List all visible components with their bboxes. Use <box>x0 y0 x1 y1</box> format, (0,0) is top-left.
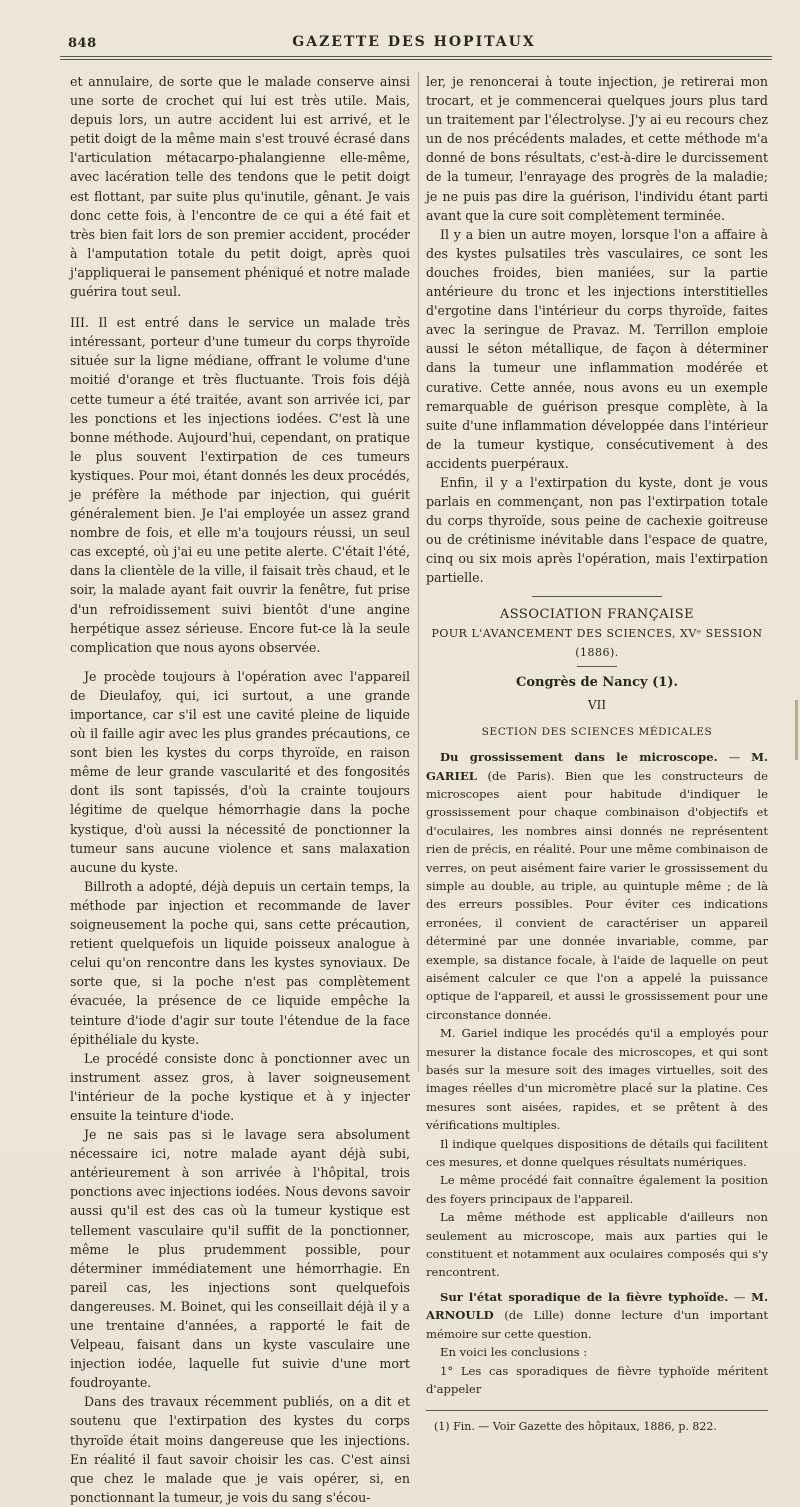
paragraph: Billroth a adopté, déjà depuis un certain temps, la méthode par injection et recommande de laver soigneusement la poche qui, sans cette précaution, retient quelquefois un liquide poisseux analogue à celui qu'on rencontre dans les kystes synoviaux. De sorte que, si la poche n'est pas complètement évacuée, la présence de ce liquide empêche la teinture d'iode d'agir sur toute l'étendue de la face épithéliale du kyste. <box>70 878 410 1047</box>
paragraph: Je ne sais pas si le lavage sera absolument nécessaire ici, notre malade ayant déjà subi, antérieurement à son arrivée à l'hôpital, trois ponctions avec injections iodées. Nous devons savoir aussi qu'il est des cas où la tumeur kystique est tellement vasculaire qu'il suffit de la ponctionner, même le plus prudemment possible, pour déterminer immédiatement une hémorrhagie. En pareil cas, les injections sont quelquefois dangereuses. M. Boinet, qui les conseillait déjà il y a une trentaine d'années, a rapporté le fait de Velpeau, faisant dans un kyste vasculaire une injection iodée, laquelle fut suivie d'une mort foudroyante. <box>70 1127 410 1391</box>
article-title: Sur l'état sporadique de la fièvre typhoïde. <box>440 1289 729 1304</box>
paragraph: Il indique quelques dispositions de détails qui facilitent ces mesures, et donne quelques résultats numériques. <box>426 1136 768 1170</box>
paragraph: Je procède toujours à l'opération avec l'appareil de Dieulafoy, qui, ici surtout, a une grande importance, car s'il est une cavité pleine de liquide où il faille agir avec les plus grandes précautions, ce sont bien les kystes du corps thyroïde, en raison même de leur grande vascularité et des fongosités dont ils sont tapissés, d'où la crainte toujours légitime de quelque hémorrhagie dans la poche kystique, d'où aussi la nécessité de ponctionner la tumeur sans aucune violence et sans malaxation aucune du kyste. <box>70 668 410 875</box>
paragraph: Dans des travaux récemment publiés, on a dit et soutenu que l'extirpation des kystes du corps thyroïde était moins dangereuse que les injections. En réalité il faut savoir choisir les cas. C'est ainsi que chez le malade que je vais opérer, si, en ponctionnant la tumeur, je vois du sang s'écou- <box>70 1394 410 1505</box>
left-column <box>70 72 410 1507</box>
separator <box>577 666 617 667</box>
paragraph: M. Gariel indique les procédés qu'il a employés pour mesurer la distance focale des microscopes, et qui sont basés sur la mesure soit des images virtuelles, soit des images réelles d'un micromètre placé sur la platine. Ces mesures sont aisées, rapides, et se prêtent à des vérifications multiples. <box>426 1026 768 1133</box>
paragraph: Il y a bien un autre moyen, lorsque l'on a affaire à des kystes pulsatiles très vasculaires, ce sont les douches froides, bien maniées, sur la partie antérieure du tronc et les injections interstitielles d'ergotine dans l'intérieur du corps thyroïde, faites avec la seringue de Pravaz. M. Terrillon emploie aussi le séton métallique, de façon à déterminer dans la tumeur une inflammation modérée et curative. Cette année, nous avons eu un exemple remarquable de guérison presque complète, à la suite d'une inflammation développée dans l'intérieur de la tumeur kystique, consécutivement à des accidents puerpéraux. <box>426 226 768 471</box>
journal-title: GAZETTE DES HOPITAUX <box>292 34 536 50</box>
paragraph: 1° Les cas sporadiques de fièvre typhoïde méritent d'appeler <box>426 1363 768 1396</box>
header-rule-secondary <box>60 59 772 60</box>
congress-title: Congrès de Nancy (1). <box>515 674 679 690</box>
paragraph: ler, je renoncerai à toute injection, je retirerai mon trocart, et je commencerai quelques jours plus tard un traitement par l'électrolyse. J'y ai eu recours chez un de nos précédents malades, et cette méthode m'a donné de bons résultats, c'est-à-dire le durcissement de la tumeur, l'enrayage des progrès de la maladie; je ne puis pas dire la guérison, l'individu étant parti avant que la cure soit complètement terminée. <box>426 74 768 223</box>
paragraph: En voici les conclusions : <box>440 1345 588 1360</box>
right-column <box>426 72 768 1436</box>
page-number: 848 <box>68 36 97 51</box>
column-divider <box>418 72 419 1072</box>
paragraph: Enfin, il y a l'extirpation du kyste, dont je vous parlais en commençant, non pas l'extirpation totale du corps thyroïde, sous peine de cachexie goitreuse ou de crétinisme inévitable dans l'espace de quatre, cinq ou six mois après l'opération, mais l'extirpation partielle. <box>426 474 768 586</box>
article-title: Du grossissement dans le microscope. <box>440 750 718 765</box>
header-rule <box>60 56 772 57</box>
part-number: VII <box>587 697 607 712</box>
paper-edge-mark <box>795 700 798 760</box>
paragraph: Le même procédé fait connaître également la position des foyers principaux de l'appareil. <box>426 1173 768 1206</box>
page-header <box>58 32 770 54</box>
association-subtitle: POUR L'AVANCEMENT DES SCIENCES, XVᵉ SESSION (1886). <box>431 626 763 659</box>
article-text: (de Paris). Bien que les constructeurs de microscopes aient pour habitude d'indiquer le grossissement pour chaque combinaison d'objectifs et d'oculaires, les nombres ainsi donnés ne représentent rien de précis, en réalité. Pour une même combinaison de verres, on peut aisément faire varier le grossissement du simple au double, au triple, au quintuple même ; de là des erreurs possibles. Pour éviter ces indications erronées, il convient de caractériser un appareil déterminé par une donnée invariable, comme, par exemple, sa distance focale, à l'aide de laquelle on peut aisément calculer ce que l'on a appelé la puissance optique de l'appareil, et aussi le grossissement pour une circonstance donnée. <box>426 768 769 1022</box>
section-separator <box>532 596 662 597</box>
paragraph: III. Il est entré dans le service un malade très intéressant, porteur d'une tumeur du corps thyroïde située sur la ligne médiane, offrant le volume d'une moitié d'orange et très fluctuante. Trois fois déjà cette tumeur a été traitée, avant son arrivée ici, par les ponctions et les injections iodées. C'est là une bonne méthode. Aujourd'hui, cependant, on pratique le plus souvent l'extirpation de ces tumeurs kystiques. Pour moi, étant donnés les deux procédés, je préfère la méthode par injection, qui guérit généralement bien. Je l'ai employée un assez grand nombre de fois, et elle m'a toujours réussi, un seul cas excepté, où j'ai eu une petite alerte. C'était l'été, dans la clientèle de la ville, il faisait très chaud, et le soir, la malade ayant fait ouvrir la fenêtre, fut prise d'un refroidissement suivi bientôt d'une angine herpétique assez sérieuse. Encore fut-ce là la seule complication que nous ayons observée. <box>70 315 410 655</box>
article-author: M. GARIEL <box>426 750 768 783</box>
article-text: (de Lille) donne lecture d'un important mémoire sur cette question. <box>426 1308 768 1341</box>
paragraph: et annulaire, de sorte que le malade conserve ainsi une sorte de crochet qui lui est très utile. Mais, depuis lors, un autre accident lui est arrivé, et le petit doigt de la même main s'est trouvé écrasé dans l'articulation métacarpo-phalangienne elle-même, avec lacération telle des tendons que le petit doigt est flottant, par suite plus qu'inutile, gênant. Je vais donc cette fois, à l'encontre de ce qui a été fait et très bien fait lors de son premier accident, procéder à l'amputation totale du petit doigt, après quoi j'appliquerai le pansement phéniqué et notre malade guérira tout seul. <box>70 74 410 300</box>
paragraph: La même méthode est applicable d'ailleurs non seulement au microscope, mais aux parties qui le constituent et notamment aux oculaires composés qui s'y rencontrent. <box>426 1210 768 1280</box>
article-author: M. ARNOULD <box>426 1289 768 1323</box>
association-title: ASSOCIATION FRANÇAISE <box>499 606 695 622</box>
article-gariel: Du grossissement dans le microscope. — M. GARIEL (de Paris). Bien que les constructeurs de microscopes aient pour habitude d'indiquer le grossissement pour chaque combinaison d'objectifs et d'oculaires, les nombres ainsi donnés ne représentent rien de précis, en réalité. Pour une même combinaison de verres, on peut aisément faire varier le grossissement du simple au double, au triple, au quintuple même ; de là des erreurs possibles. Pour éviter ces indications erronées, il convient de caractériser un appareil déterminé par une donnée invariable, comme, par exemple, sa distance focale, à l'aide de laquelle on peut aisément calculer ce que l'on a appelé la puissance optique de l'appareil, et aussi le grossissement pour une circonstance donnée. M. Gariel indique les procédés qu'il a employés pour mesurer la distance focale des microscopes, et qui sont basés sur la mesure soit des images virtuelles, soit des images réelles d'un micromètre placé sur la platine. Ces mesures sont aisées, rapides, et se prêtent à des vérifications multiples. Il indique quelques dispositions de détails qui facilitent ces mesures, et donne quelques résultats numériques. Le même procédé fait connaître également la position des foyers principaux de l'appareil. La même méthode est applicable d'ailleurs non seulement au microscope, mais aux parties qui le constituent et notamment aux oculaires composés qui s'y rencontrent. <box>426 748 768 1282</box>
section-title: SECTION DES SCIENCES MÉDICALES <box>481 726 713 738</box>
footnote-rule <box>426 1410 768 1411</box>
paragraph: Le procédé consiste donc à ponctionner avec un instrument assez gros, à laver soigneusement l'intérieur de la poche kystique et à y injecter ensuite la teinture d'iode. <box>70 1050 410 1123</box>
footnote: (1) Fin. — Voir Gazette des hôpitaux, 1886, p. 822. <box>434 1420 717 1434</box>
article-arnould: Sur l'état sporadique de la fièvre typhoïde. — M. ARNOULD (de Lille) donne lecture d'un important mémoire sur cette question. En voici les conclusions : 1° Les cas sporadiques de fièvre typhoïde méritent d'appeler <box>426 1288 768 1398</box>
